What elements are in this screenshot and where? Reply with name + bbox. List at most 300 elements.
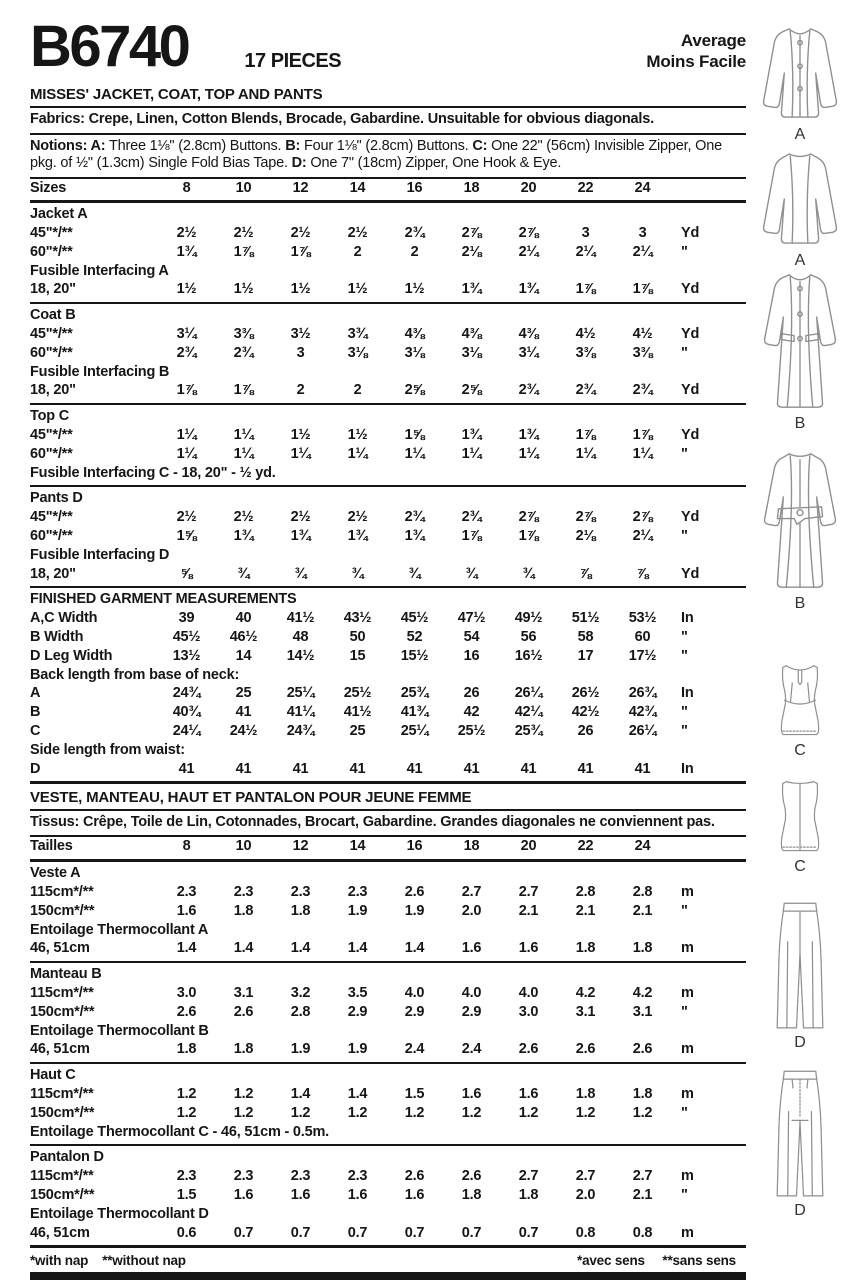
cell-value: 2¼ [632, 243, 653, 260]
cell-value: 1¼ [176, 427, 197, 444]
cell-value: 45½ [400, 610, 429, 627]
unit-label: m [681, 1085, 694, 1102]
divider [30, 859, 746, 862]
cell-value: 2¾ [176, 344, 197, 361]
cell-value: 2.3 [176, 1168, 197, 1185]
table-row [30, 1167, 746, 1186]
cell-value: 25½ [457, 723, 486, 740]
cell-value: 1.4 [404, 940, 425, 957]
figure-coat-b-back [744, 448, 856, 613]
cell-value: 41 [349, 760, 366, 777]
cell-value: 1.8 [290, 902, 311, 919]
table-row [30, 647, 746, 666]
cell-value: 12 [292, 179, 309, 196]
unit-label: " [681, 1104, 688, 1121]
cell-value: 41 [577, 760, 594, 777]
divider [30, 1144, 746, 1146]
cell-value: 25 [235, 685, 252, 702]
cell-value: 25¾ [514, 723, 543, 740]
cell-value: 1¼ [290, 445, 311, 462]
cell-value: 2¾ [632, 382, 653, 399]
row-label: D [30, 760, 41, 777]
cell-value: 15 [349, 647, 366, 664]
cell-value: 2 [353, 382, 362, 399]
cell-value: 2.7 [518, 884, 539, 900]
cell-value: 2½ [176, 509, 197, 526]
cell-value: 10 [235, 838, 252, 855]
cell-value: 2.6 [575, 1041, 596, 1058]
cell-value: ¾ [465, 565, 478, 582]
cell-value: 22 [577, 838, 594, 855]
notion-b-key: B: [281, 137, 301, 154]
cell-value: 4⅜ [404, 326, 425, 343]
cell-value: 3⅛ [347, 344, 368, 361]
cell-value: 18 [463, 179, 480, 196]
figure-jacket-a-front [744, 22, 856, 144]
cell-value: 2.6 [404, 1168, 425, 1185]
table-row [30, 939, 746, 958]
cell-value: 3 [296, 344, 305, 361]
cell-value: 2.3 [347, 884, 368, 900]
cell-value: 2.6 [176, 1003, 197, 1020]
cell-value: 2.4 [404, 1041, 425, 1058]
table-row [30, 1104, 746, 1123]
cell-value: 1⅞ [518, 528, 539, 545]
cell-value: 2⅛ [461, 243, 482, 260]
cell-value: 1⅞ [575, 427, 596, 444]
cell-value: 24½ [229, 723, 258, 740]
table-row [30, 628, 746, 647]
row-label: 115cm*/** [30, 1168, 94, 1185]
cell-value: 1.2 [290, 1104, 311, 1121]
cell-value: 12 [292, 838, 309, 855]
cell-value: 1¼ [347, 445, 368, 462]
cell-value: 1.6 [404, 1186, 425, 1203]
unit-label: m [681, 1168, 694, 1185]
table-row [30, 224, 746, 243]
yardage-table-fr [30, 837, 746, 1247]
cell-value: 2½ [347, 509, 368, 526]
cell-value: 0.7 [518, 1224, 539, 1241]
cell-value: 2¼ [632, 528, 653, 545]
cell-value: 3¼ [518, 344, 539, 361]
unit-label: In [681, 760, 694, 777]
cell-value: 25½ [343, 685, 372, 702]
cell-value: 1.8 [461, 1186, 482, 1203]
cell-value: 0.7 [404, 1224, 425, 1241]
cell-value: 2¾ [461, 509, 482, 526]
cell-value: 1.9 [290, 1041, 311, 1058]
cell-value: 26 [577, 723, 594, 740]
cell-value: 1.4 [176, 940, 197, 957]
figure-label: B [794, 415, 806, 432]
cell-value: 45½ [172, 629, 201, 646]
without-nap-note: **without nap [102, 1252, 186, 1268]
row-label: 46, 51cm [30, 940, 90, 957]
cell-value: 2.1 [575, 902, 596, 919]
cell-value: 2.3 [290, 884, 311, 900]
cell-value: 1.6 [176, 902, 197, 919]
cell-value: 1.8 [575, 1085, 596, 1102]
size-header-row [30, 837, 746, 856]
cell-value: 18 [463, 838, 480, 855]
cell-value: 2.9 [347, 1003, 368, 1020]
cell-value: 4⅜ [518, 326, 539, 343]
cell-value: 1¼ [233, 445, 254, 462]
cell-value: 24¾ [286, 723, 315, 740]
figure-label: D [794, 1034, 806, 1051]
cell-value: 1.2 [575, 1104, 596, 1121]
cell-value: 3⅛ [461, 344, 482, 361]
cell-value: 41½ [286, 610, 315, 627]
cell-value: 41 [520, 760, 537, 777]
cell-value: 42½ [571, 704, 600, 721]
cell-value: 50 [349, 629, 366, 646]
row-label: 150cm*/** [30, 1003, 95, 1020]
figure-label: B [794, 595, 806, 612]
row-label: C [30, 723, 41, 740]
figure-label: C [794, 742, 806, 759]
cell-value: 14 [349, 179, 366, 196]
pieces-count: 17 PIECES [244, 50, 342, 72]
cell-value: 1.5 [176, 1186, 197, 1203]
cell-value: 2.1 [632, 1186, 653, 1203]
tissus-text: Crêpe, Toile de Lin, Cotonnades, Brocart, Gabardine. Grandes diagonales ne conviennent pas. [79, 813, 715, 830]
cell-value: 1⅞ [632, 281, 653, 298]
table-row [30, 344, 746, 363]
sans-sens-note: **sans sens [662, 1252, 736, 1268]
unit-label: m [681, 884, 694, 900]
cell-value: 2.6 [632, 1041, 653, 1058]
cell-value: 1.2 [233, 1104, 254, 1121]
cell-value: 1.4 [233, 940, 254, 957]
notions-line [30, 135, 746, 179]
cell-value: 2½ [290, 225, 311, 242]
cell-value: 1½ [404, 281, 425, 298]
unit-label: Yd [681, 565, 700, 582]
cell-value: ¾ [351, 565, 364, 582]
tissus-label: Tissus: [30, 813, 80, 830]
row-label: 60"*/** [30, 344, 73, 361]
table-row [30, 684, 746, 703]
pants-d-back-illustration [756, 1066, 844, 1202]
row-label: 45"*/** [30, 509, 73, 526]
unit-label [671, 179, 746, 198]
divider [30, 781, 746, 784]
cell-value: 1¼ [233, 427, 254, 444]
cell-value: 41 [235, 760, 252, 777]
cell-value: 2¾ [518, 382, 539, 399]
cell-value: ⅞ [636, 565, 649, 582]
cell-value: 4.0 [518, 984, 539, 1001]
cell-value: 2⅛ [575, 528, 596, 545]
table-row [30, 902, 746, 921]
cell-value: ¾ [522, 565, 535, 582]
table-row [30, 325, 746, 344]
cell-value: 1.4 [347, 1085, 368, 1102]
cell-value: 1⅞ [290, 243, 311, 260]
cell-value: 0.7 [347, 1224, 368, 1241]
cell-value: 2.3 [233, 884, 254, 900]
fabrics-line [30, 108, 746, 135]
cell-value: 1.4 [290, 940, 311, 957]
table-row [30, 426, 746, 445]
cell-value: 1¾ [461, 281, 482, 298]
unit-label: m [681, 1041, 694, 1058]
cell-value: 56 [520, 629, 537, 646]
cell-value: 41 [235, 704, 252, 721]
cell-value: 22 [577, 179, 594, 196]
divider [30, 403, 746, 405]
cell-value: 2¼ [518, 243, 539, 260]
cell-value: 2.7 [632, 1168, 653, 1185]
row-label: 45"*/** [30, 326, 73, 343]
cell-value: 2½ [290, 509, 311, 526]
cell-value: 2.4 [461, 1041, 482, 1058]
row-label: 150cm*/** [30, 902, 95, 919]
cell-value: 3⅜ [632, 344, 653, 361]
cell-value: 2.6 [518, 1041, 539, 1058]
cell-value: 2.7 [461, 884, 482, 900]
divider [30, 200, 746, 203]
row-label: 18, 20" [30, 565, 76, 582]
jacket-a-front-illustration [751, 22, 849, 126]
cell-value: 46½ [229, 629, 258, 646]
cell-value: 8 [182, 179, 191, 196]
divider [30, 1062, 746, 1064]
unit-label: Yd [681, 225, 700, 242]
section-label: Top C [30, 408, 69, 425]
cell-value: 2 [296, 382, 305, 399]
figure-top-c-front [744, 660, 856, 760]
cell-value: 3.5 [347, 984, 368, 1001]
cell-value: 2⅞ [632, 509, 653, 526]
cell-value: 3¾ [347, 326, 368, 343]
cell-value: 14 [235, 647, 252, 664]
cell-value: 2½ [233, 509, 254, 526]
cell-value: ¾ [408, 565, 421, 582]
row-label: 45"*/** [30, 427, 73, 444]
cell-value: 3.1 [632, 1003, 653, 1020]
cell-value: 24¾ [172, 685, 201, 702]
section-label: Haut C [30, 1067, 76, 1084]
cell-value: 4½ [632, 326, 653, 343]
cell-value: 1.4 [290, 1085, 311, 1102]
cell-value: 1.8 [176, 1041, 197, 1058]
cell-value: 3½ [290, 326, 311, 343]
cell-value: 1¼ [632, 445, 653, 462]
row-label: A [30, 685, 41, 702]
cell-value: 1½ [347, 281, 368, 298]
table-row [30, 1224, 746, 1243]
cell-value: 3.0 [176, 984, 197, 1001]
yardage-table-en [30, 179, 746, 784]
unit-label: In [681, 610, 694, 627]
cell-value: 39 [178, 610, 195, 627]
cell-value: 1.8 [632, 1085, 653, 1102]
table-row [30, 1085, 746, 1104]
with-nap-note: *with nap [30, 1252, 89, 1268]
cell-value: 48 [292, 629, 309, 646]
cell-value: 0.7 [461, 1224, 482, 1241]
cell-value: 2.9 [404, 1003, 425, 1020]
unit-label: " [681, 528, 688, 545]
cell-value: 1¼ [518, 445, 539, 462]
table-row [30, 883, 746, 902]
row-label: 115cm*/** [30, 884, 94, 900]
cell-value: 2.0 [575, 1186, 596, 1203]
cell-value: 2¾ [233, 344, 254, 361]
figure-top-c-back [744, 776, 856, 876]
cell-value: 1.6 [518, 1085, 539, 1102]
unit-label: " [681, 344, 688, 361]
cell-value: 1⅞ [461, 528, 482, 545]
cell-value: 41¼ [286, 704, 315, 721]
section-label: Coat B [30, 307, 76, 324]
cell-value: 2.8 [632, 884, 653, 900]
cell-value: 1¾ [518, 281, 539, 298]
section-label: Entoilage Thermocollant C - 46, 51cm - 0.5m. [30, 1123, 330, 1140]
row-label: B [30, 704, 41, 721]
cell-value: 25¾ [400, 685, 429, 702]
notion-d-text: One 7" (18cm) Zipper, One Hook & Eye. [306, 155, 562, 171]
section-label: Jacket A [30, 206, 88, 223]
unit-label [671, 837, 746, 856]
unit-label: Yd [681, 326, 700, 343]
cell-value: 2½ [347, 225, 368, 242]
unit-label: " [681, 704, 688, 721]
cell-value: ¾ [237, 565, 250, 582]
cell-value: 24 [634, 179, 651, 196]
figure-label: A [794, 252, 806, 269]
cell-value: 2.3 [176, 884, 197, 900]
unit-label: " [681, 1003, 688, 1020]
section-label: Entoilage Thermocollant A [30, 921, 209, 938]
cell-value: ⅝ [180, 565, 193, 582]
cell-value: 26¾ [628, 685, 657, 702]
table-row [30, 703, 746, 722]
cell-value: 1⅞ [176, 382, 197, 399]
table-row [30, 508, 746, 527]
coat-b-back-illustration [751, 448, 849, 595]
cell-value: 2.6 [233, 1003, 254, 1020]
page-title: MISSES' JACKET, COAT, TOP AND PANTS [30, 84, 746, 108]
table-row [30, 381, 746, 400]
top-c-front-illustration [757, 660, 843, 742]
cell-value: 40 [235, 610, 252, 627]
cell-value: 53½ [628, 610, 657, 627]
cell-value: 26 [463, 685, 480, 702]
cell-value: 20 [520, 838, 537, 855]
notion-c-key: C: [468, 137, 488, 154]
row-label: 60"*/** [30, 243, 73, 260]
cell-value: 2.6 [404, 884, 425, 900]
figure-label: A [794, 126, 806, 143]
cell-value: 2.8 [575, 884, 596, 900]
cell-value: 1⅝ [176, 528, 197, 545]
cell-value: 1.2 [461, 1104, 482, 1121]
row-label: Sizes [30, 179, 67, 196]
cell-value: 2⅞ [575, 509, 596, 526]
cell-value: 1.6 [347, 1186, 368, 1203]
cell-value: 43½ [343, 610, 372, 627]
cell-value: 41½ [343, 704, 372, 721]
cell-value: 1½ [233, 281, 254, 298]
table-row [30, 1003, 746, 1022]
divider [30, 1245, 746, 1248]
cell-value: 25¼ [400, 723, 429, 740]
cell-value: 10 [235, 179, 252, 196]
french-nap-notes [577, 1253, 746, 1268]
cell-value: 16½ [514, 647, 543, 664]
figure-label: D [794, 1202, 806, 1219]
section-label: Side length from waist: [30, 741, 185, 758]
cell-value: 42¼ [514, 704, 543, 721]
row-label: 115cm*/** [30, 1085, 94, 1102]
cell-value: 2.3 [233, 1168, 254, 1185]
row-label: D Leg Width [30, 647, 113, 664]
cell-value: 4½ [575, 326, 596, 343]
cell-value: 1¾ [461, 427, 482, 444]
cell-value: 51½ [571, 610, 600, 627]
cell-value: 1¼ [575, 445, 596, 462]
cell-value: 2¾ [575, 382, 596, 399]
cell-value: 0.8 [575, 1224, 596, 1241]
notion-b-text: Four 1⅛" (2.8cm) Buttons. [300, 137, 469, 154]
notion-a-key: A: [87, 137, 106, 154]
cell-value: 3 [638, 225, 647, 242]
unit-label: Yd [681, 281, 700, 298]
cell-value: 1.2 [233, 1085, 254, 1102]
difficulty-fr: Moins Facile [646, 52, 746, 71]
cell-value: 1¼ [404, 445, 425, 462]
cell-value: 3⅛ [404, 344, 425, 361]
cell-value: 26¼ [628, 723, 657, 740]
cell-value: 3.2 [290, 984, 311, 1001]
cell-value: 2.7 [518, 1168, 539, 1185]
cell-value: 40¾ [172, 704, 201, 721]
cell-value: 1.2 [404, 1104, 425, 1121]
cell-value: 2.0 [461, 902, 482, 919]
top-c-back-illustration [757, 776, 843, 858]
cell-value: 2.1 [632, 902, 653, 919]
cell-value: 42 [463, 704, 480, 721]
cell-value: 26½ [571, 685, 600, 702]
notion-c-text: One 22" (56cm) Invisible Zipper, One pkg. of ½" (1.3cm) Single Fold Bias Tape. [30, 137, 722, 171]
section-label: Fusible Interfacing D [30, 546, 170, 563]
cell-value: 1.5 [404, 1085, 425, 1102]
cell-value: 13½ [172, 647, 201, 664]
unit-label: " [681, 243, 688, 260]
cell-value: 8 [182, 838, 191, 855]
cell-value: 0.6 [176, 1224, 197, 1241]
cell-value: 3.0 [518, 1003, 539, 1020]
difficulty-rating [646, 30, 746, 72]
cell-value: 1¾ [404, 528, 425, 545]
cell-value: 1⅞ [233, 382, 254, 399]
cell-value: 2.7 [575, 1168, 596, 1185]
section-label: Back length from base of neck: [30, 666, 240, 683]
cell-value: 14½ [286, 647, 315, 664]
row-label: 115cm*/** [30, 984, 94, 1001]
table-row [30, 609, 746, 628]
cell-value: 2⅞ [461, 225, 482, 242]
cell-value: 4.2 [575, 984, 596, 1001]
table-row [30, 280, 746, 299]
cell-value: 2.6 [461, 1168, 482, 1185]
unit-label: m [681, 984, 694, 1001]
cell-value: 2.3 [347, 1168, 368, 1185]
